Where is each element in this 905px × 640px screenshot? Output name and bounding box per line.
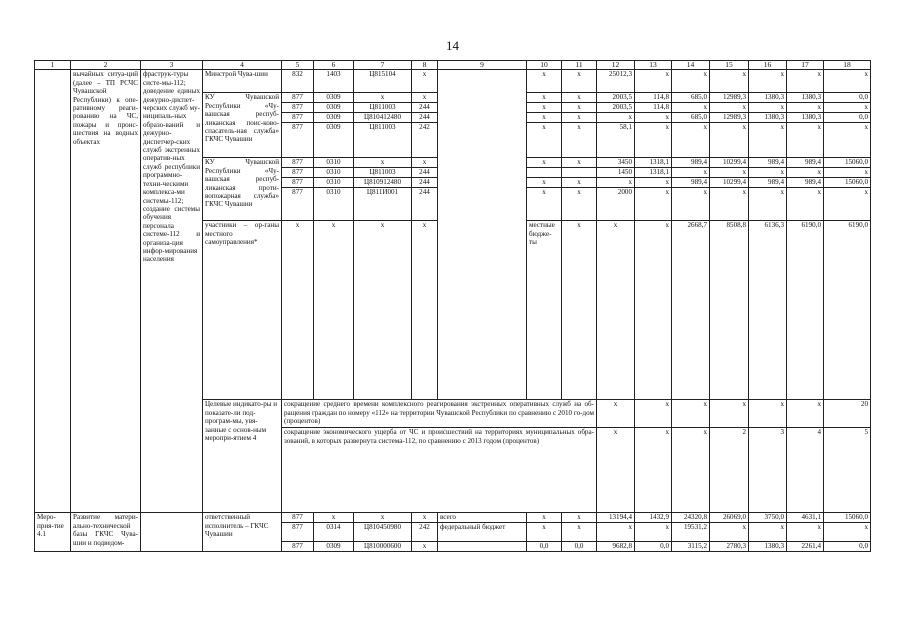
value-cell: 242 — [412, 123, 438, 158]
value-cell: х — [749, 123, 787, 158]
value-cell: 877 — [282, 542, 314, 552]
value-cell: 3115,2 — [672, 542, 710, 552]
indicator-value: х — [672, 428, 710, 513]
value-cell: х — [412, 158, 438, 168]
value-cell: 0310 — [314, 188, 354, 221]
indicator-value: х — [635, 400, 672, 428]
value-cell: 10299,4 — [710, 178, 749, 188]
value-cell — [527, 168, 562, 178]
funding-source: всего — [438, 513, 527, 523]
column-number: 16 — [749, 61, 787, 70]
value-cell: 877 — [282, 113, 314, 123]
value-cell: х — [527, 113, 562, 123]
measure-description: вычайных ситуа-ций (далее – ТП РСЧС Чувашской Республики) к опе-ративному реаги-рованию на ЧС, пожары и проис-шествия на водных объектах — [71, 70, 141, 513]
value-cell: х — [597, 113, 635, 123]
value-cell: 0309 — [314, 103, 354, 113]
value-cell: х — [354, 158, 412, 168]
table-row — [35, 70, 871, 93]
value-cell: 15060,0 — [824, 178, 871, 188]
value-cell: х — [562, 221, 597, 400]
value-cell: 0,0 — [824, 113, 871, 123]
value-cell: Ц815104 — [354, 70, 412, 93]
value-cell: 24320,8 — [672, 513, 710, 523]
program-table — [34, 60, 871, 552]
value-cell: х — [562, 513, 597, 523]
column-number: 6 — [314, 61, 354, 70]
value-cell: Ц811И001 — [354, 188, 412, 221]
value-cell: 0,0 — [562, 542, 597, 552]
value-cell: 1380,3 — [787, 93, 824, 103]
page-number: 14 — [446, 38, 459, 53]
value-cell: 877 — [282, 178, 314, 188]
value-cell: х — [282, 221, 314, 400]
value-cell: 685,0 — [672, 93, 710, 103]
value-cell: Ц810912480 — [354, 178, 412, 188]
value-cell: х — [562, 70, 597, 93]
value-cell: 25012,3 — [597, 70, 635, 93]
indicator-text: сокращение экономического ущерба от ЧС и происшествий на территориях муниципальных обра-зований, в которых развернута система-112, по сравнению с 2013 годом (процентов) — [282, 428, 597, 513]
indicator-value: х — [710, 400, 749, 428]
value-cell: х — [672, 103, 710, 113]
value-cell: х — [672, 188, 710, 221]
funding-source — [438, 70, 527, 400]
value-cell: 8508,8 — [710, 221, 749, 400]
value-cell: 2668,7 — [672, 221, 710, 400]
executor-minstroy: Минстрой Чува-шии — [203, 70, 282, 93]
event-executor: ответственный исполнитель – ГКЧС Чувашии — [203, 513, 282, 552]
column-number: 1 — [35, 61, 71, 70]
column-number: 18 — [824, 61, 871, 70]
col1-empty — [35, 70, 71, 513]
value-cell: х — [562, 103, 597, 113]
value-cell: х — [562, 158, 597, 168]
value-cell: 877 — [282, 123, 314, 158]
indicator-value: х — [597, 400, 635, 428]
value-cell: 6190,0 — [787, 221, 824, 400]
value-cell: х — [672, 70, 710, 93]
value-cell: Ц811003 — [354, 103, 412, 113]
value-cell: 877 — [282, 188, 314, 221]
value-cell: Ц811003 — [354, 123, 412, 158]
value-cell: 1380,3 — [749, 113, 787, 123]
value-cell: 114,8 — [635, 93, 672, 103]
value-cell: 2003,5 — [597, 93, 635, 103]
value-cell: 13194,4 — [597, 513, 635, 523]
value-cell: х — [412, 70, 438, 93]
value-cell: 0314 — [314, 523, 354, 542]
funding-source — [438, 542, 527, 552]
value-cell: 989,4 — [787, 178, 824, 188]
funding-source: местные бюдже-ты — [527, 221, 562, 400]
value-cell: 2780,3 — [710, 542, 749, 552]
value-cell: 1380,3 — [749, 542, 787, 552]
value-cell: х — [562, 188, 597, 221]
value-cell: х — [635, 70, 672, 93]
value-cell: х — [710, 188, 749, 221]
value-cell: х — [527, 70, 562, 93]
value-cell: 2000 — [597, 188, 635, 221]
value-cell: х — [354, 93, 412, 103]
value-cell: х — [527, 93, 562, 103]
value-cell: х — [562, 93, 597, 103]
value-cell: х — [314, 221, 354, 400]
column-number: 3 — [141, 61, 203, 70]
value-cell: Ц810450980 — [354, 523, 412, 542]
value-cell: х — [635, 221, 672, 400]
column-number: 5 — [282, 61, 314, 70]
value-cell: 244 — [412, 168, 438, 178]
value-cell — [562, 168, 597, 178]
column-number: 10 — [527, 61, 562, 70]
value-cell: х — [412, 542, 438, 552]
value-cell: 877 — [282, 168, 314, 178]
value-cell: 832 — [282, 70, 314, 93]
value-cell: 0309 — [314, 123, 354, 158]
value-cell: х — [527, 123, 562, 158]
value-cell: 114,8 — [635, 103, 672, 113]
value-cell: х — [527, 103, 562, 113]
value-cell: х — [710, 70, 749, 93]
value-cell: х — [354, 513, 412, 523]
value-cell: 12989,3 — [710, 93, 749, 103]
value-cell: х — [635, 113, 672, 123]
value-cell: х — [749, 70, 787, 93]
column-number: 8 — [412, 61, 438, 70]
value-cell: х — [527, 513, 562, 523]
value-cell: х — [749, 103, 787, 113]
column-number: 2 — [71, 61, 141, 70]
value-cell: х — [710, 168, 749, 178]
value-cell: х — [710, 523, 749, 542]
value-cell: Ц811003 — [354, 168, 412, 178]
value-cell: х — [412, 93, 438, 103]
value-cell: 989,4 — [672, 178, 710, 188]
value-cell: х — [749, 168, 787, 178]
value-cell: х — [635, 178, 672, 188]
column-number: 14 — [672, 61, 710, 70]
value-cell: 989,4 — [672, 158, 710, 168]
value-cell: х — [672, 123, 710, 158]
value-cell: 685,0 — [672, 113, 710, 123]
value-cell: х — [562, 178, 597, 188]
value-cell: х — [597, 523, 635, 542]
value-cell: 0310 — [314, 178, 354, 188]
value-cell: х — [562, 523, 597, 542]
value-cell: 877 — [282, 523, 314, 542]
value-cell: 244 — [412, 178, 438, 188]
value-cell: 0,0 — [527, 542, 562, 552]
indicator-value: х — [597, 428, 635, 513]
indicator-value: 5 — [824, 428, 871, 513]
column-number: 15 — [710, 61, 749, 70]
value-cell: х — [749, 188, 787, 221]
value-cell: х — [824, 123, 871, 158]
value-cell: 10299,4 — [710, 158, 749, 168]
value-cell: 1432,9 — [635, 513, 672, 523]
value-cell: х — [787, 103, 824, 113]
value-cell: 26069,0 — [710, 513, 749, 523]
value-cell: х — [824, 103, 871, 113]
indicator-value: х — [635, 428, 672, 513]
indicator-value: 20 — [824, 400, 871, 428]
indicator-text: сокращение среднего времени комплексного реагирования экстренных оперативных служб на об-ращения граждан по номеру «112» на территории Чувашской Республики по сравнению с 2010 го-дом (процентов) — [282, 400, 597, 428]
value-cell: 1380,3 — [749, 93, 787, 103]
column-number: 7 — [354, 61, 412, 70]
value-cell: х — [527, 188, 562, 221]
value-cell: 244 — [412, 103, 438, 113]
column-number: 12 — [597, 61, 635, 70]
value-cell: 989,4 — [787, 158, 824, 168]
value-cell: х — [635, 188, 672, 221]
value-cell: 1450 — [597, 168, 635, 178]
value-cell: 0309 — [314, 93, 354, 103]
value-cell: 15060,0 — [824, 513, 871, 523]
column-number: 4 — [203, 61, 282, 70]
indicator-value: х — [787, 400, 824, 428]
value-cell: 877 — [282, 103, 314, 113]
value-cell: 58,1 — [597, 123, 635, 158]
value-cell: х — [672, 168, 710, 178]
value-cell: х — [527, 178, 562, 188]
value-cell: 0309 — [314, 542, 354, 552]
value-cell: 877 — [282, 513, 314, 523]
value-cell: х — [597, 221, 635, 400]
value-cell: 989,4 — [749, 178, 787, 188]
value-cell: х — [562, 123, 597, 158]
column-number: 9 — [438, 61, 527, 70]
event-name: Развитие матери-ально-технической базы ГКЧС Чува-шии и подведом- — [71, 513, 141, 552]
event-label: Меро-прия-тие 4.1 — [35, 513, 71, 552]
value-cell: 1380,3 — [787, 113, 824, 123]
value-cell: 15060,0 — [824, 158, 871, 168]
value-cell: х — [412, 513, 438, 523]
column-number-row — [35, 61, 871, 70]
indicator-value: х — [749, 400, 787, 428]
value-cell: 19531,2 — [672, 523, 710, 542]
value-cell: х — [787, 70, 824, 93]
value-cell: 244 — [412, 188, 438, 221]
value-cell: 2003,5 — [597, 103, 635, 113]
event-tasks — [141, 513, 203, 552]
indicators-label: Целевые индикато-ры и показате-ли под-програм-мы, увя-занные с основ-ным меропри-ятием 4 — [203, 400, 282, 513]
value-cell: 242 — [412, 523, 438, 542]
value-cell: 9682,8 — [597, 542, 635, 552]
indicator-value: х — [672, 400, 710, 428]
value-cell: 1318,1 — [635, 168, 672, 178]
indicator-value: 2 — [710, 428, 749, 513]
column-number: 11 — [562, 61, 597, 70]
value-cell: 0310 — [314, 168, 354, 178]
measure-tasks: фраструк-туры систе-мы-112; доведение единых дежурно-диспет-черских служб му-ниципаль-ных образо-ваний и дежурно-диспетчер-ских служб экстренных оператив-ных служб республики программно-техни-ческими комплекса-ми системы-112; создание системы обучения персонала системе-112 и организа-ция инфор-мирования населения — [141, 70, 203, 513]
value-cell: х — [527, 158, 562, 168]
indicator-value: 4 — [787, 428, 824, 513]
value-cell: х — [824, 70, 871, 93]
value-cell: х — [824, 188, 871, 221]
value-cell: 877 — [282, 158, 314, 168]
value-cell: х — [314, 513, 354, 523]
value-cell: 3750,0 — [749, 513, 787, 523]
funding-source: федеральный бюджет — [438, 523, 527, 542]
value-cell: х — [787, 523, 824, 542]
executor-fire-service: КУ Чувашской Республики «Чу-вашская респуб-ликанская проти-вопожарная служба» ГКЧС Чувашии — [203, 158, 282, 221]
value-cell: 1403 — [314, 70, 354, 93]
value-cell: 6190,0 — [824, 221, 871, 400]
column-number: 13 — [635, 61, 672, 70]
value-cell: 0310 — [314, 158, 354, 168]
value-cell: 0,0 — [635, 542, 672, 552]
value-cell: 877 — [282, 93, 314, 103]
value-cell: х — [710, 123, 749, 158]
value-cell: х — [527, 523, 562, 542]
value-cell: х — [824, 168, 871, 178]
value-cell: 12989,3 — [710, 113, 749, 123]
value-cell: 2261,4 — [787, 542, 824, 552]
value-cell: 0,0 — [824, 542, 871, 552]
value-cell: 0309 — [314, 113, 354, 123]
value-cell: 1318,1 — [635, 158, 672, 168]
value-cell: 244 — [412, 113, 438, 123]
value-cell: х — [635, 123, 672, 158]
indicator-value: 3 — [749, 428, 787, 513]
value-cell: 4631,1 — [787, 513, 824, 523]
value-cell: х — [749, 523, 787, 542]
value-cell: х — [787, 123, 824, 158]
value-cell: 3450 — [597, 158, 635, 168]
value-cell: х — [597, 178, 635, 188]
value-cell: х — [354, 221, 412, 400]
value-cell: 989,4 — [749, 158, 787, 168]
value-cell: х — [412, 221, 438, 400]
executor-local-government: участники – ор-ганы местного самоуправления* — [203, 221, 282, 400]
value-cell: х — [635, 523, 672, 542]
column-number: 17 — [787, 61, 824, 70]
value-cell: 6136,3 — [749, 221, 787, 400]
executor-rescue-service: КУ Чувашской Республики «Чу-вашская респуб-ликанская поис-ково-спасатель-ная служба» ГКЧС Чувашии — [203, 93, 282, 158]
value-cell: х — [824, 523, 871, 542]
value-cell: х — [787, 188, 824, 221]
value-cell: х — [787, 168, 824, 178]
value-cell: х — [562, 113, 597, 123]
value-cell: Ц810000600 — [354, 542, 412, 552]
value-cell: х — [710, 103, 749, 113]
event-row — [35, 513, 871, 523]
value-cell: Ц810412480 — [354, 113, 412, 123]
value-cell: 0,0 — [824, 93, 871, 103]
